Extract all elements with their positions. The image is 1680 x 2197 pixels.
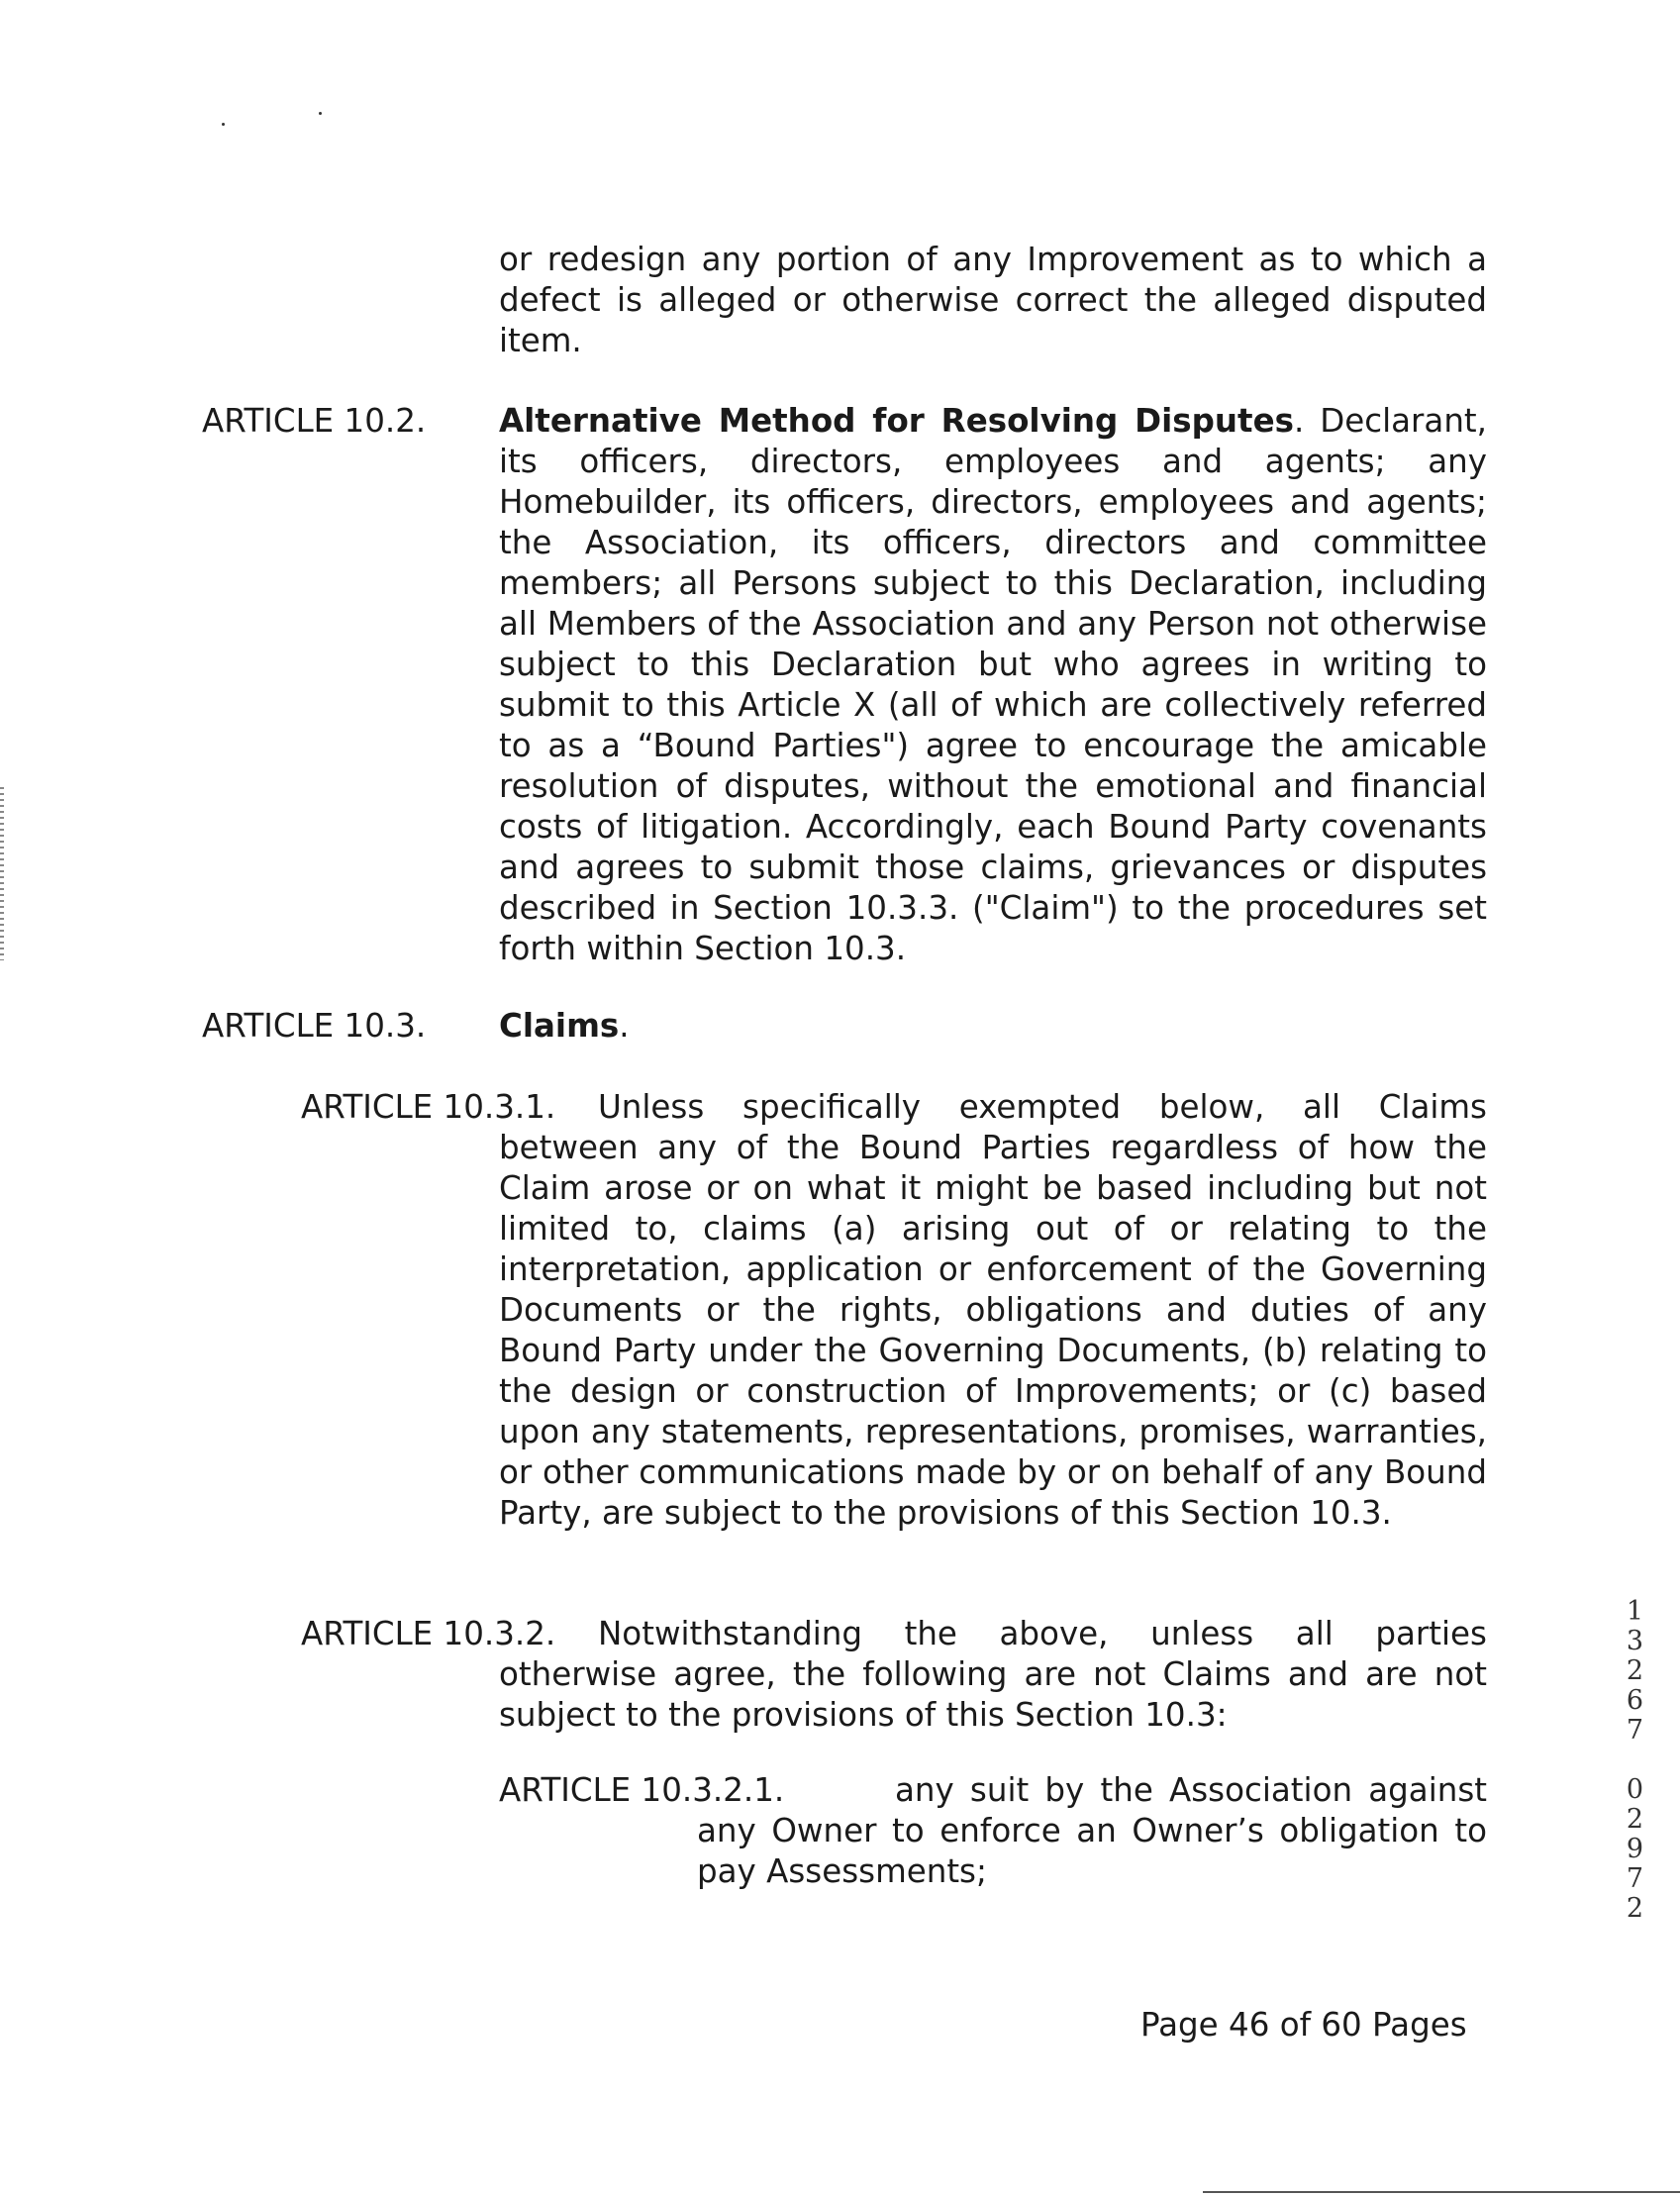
article-10-3-1-text: Unless specifically exempted below, all Claims between any of the Bound Parties regardless of how the Claim arose or on what it might be based including but not limited to, claims (a) arising out of or relating to the interpretation, application or enforcement of the Governing Documents or the rights, obligations and duties of any Bound Party under the Governing Documents, (b) relating to the design or construction of Improvements; or (c) based upon any statements, representations, promises, warranties, or other communications made by or on behalf of any Bound Party, are subject to the provisions of this Section 10.3. (499, 1088, 1487, 1532)
page-number: Page 46 of 60 Pages (1140, 2006, 1467, 2044)
article-10-2-heading: Alternative Method for Resolving Disputes (499, 402, 1294, 440)
article-10-3-heading-suffix: . (619, 1007, 630, 1045)
bottom-edge-line (1203, 2191, 1680, 2193)
article-10-3-1-paragraph (400, 1087, 1487, 1534)
article-10-2-body: . Declarant, its officers, directors, employees and agents; any Homebuilder, its officers, directors, employees and agents; the Association, its officers, directors and committee members; all Persons subject to this Declaration, including all Members of the Association and any Person not otherwise subject to this Declaration but who agrees in writing to submit to this Article X (all of which are collectively referred to as a “Bound Parties") agree to encourage the amicable resolution of disputes, without the emotional and financial costs of litigation. Accordingly, each Bound Party covenants and agrees to submit those claims, grievances or disputes described in Section 10.3.3. ("Claim") to the procedures set forth within Section 10.3. (499, 402, 1487, 967)
article-10-3-heading: Claims (499, 1007, 620, 1045)
article-10-3-1-label: ARTICLE 10.3.1. (301, 1088, 556, 1126)
article-10-2-paragraph (499, 401, 1487, 969)
article-10-3-2-1-label: ARTICLE 10.3.2.1. (499, 1771, 785, 1809)
article-10-2-label: ARTICLE 10.2. (202, 402, 427, 440)
scan-speck (319, 112, 322, 115)
article-10-3-label: ARTICLE 10.3. (202, 1007, 427, 1045)
article-10-3-2-1-text: any suit by the Association against any Owner to enforce an Owner’s obligation to pay Assessments; (697, 1771, 1487, 1890)
scan-edge-marks (0, 787, 4, 960)
article-10-3-2-paragraph (400, 1614, 1487, 1736)
scan-speck (222, 123, 225, 126)
article-10-3-2-text: Notwithstanding the above, unless all parties otherwise agree, the following are not Claims and are not subject to the provisions of this Section 10.3: (499, 1615, 1487, 1734)
article-10-3-heading-line (499, 1006, 630, 1047)
recording-stamp: 13267 02972 (1620, 1596, 1650, 1923)
intro-paragraph: or redesign any portion of any Improvement as to which a defect is alleged or otherwise correct the alleged disputed item. (499, 241, 1487, 359)
article-10-3-2-label: ARTICLE 10.3.2. (301, 1615, 556, 1652)
article-10-3-2-1-paragraph (499, 1770, 1487, 1892)
